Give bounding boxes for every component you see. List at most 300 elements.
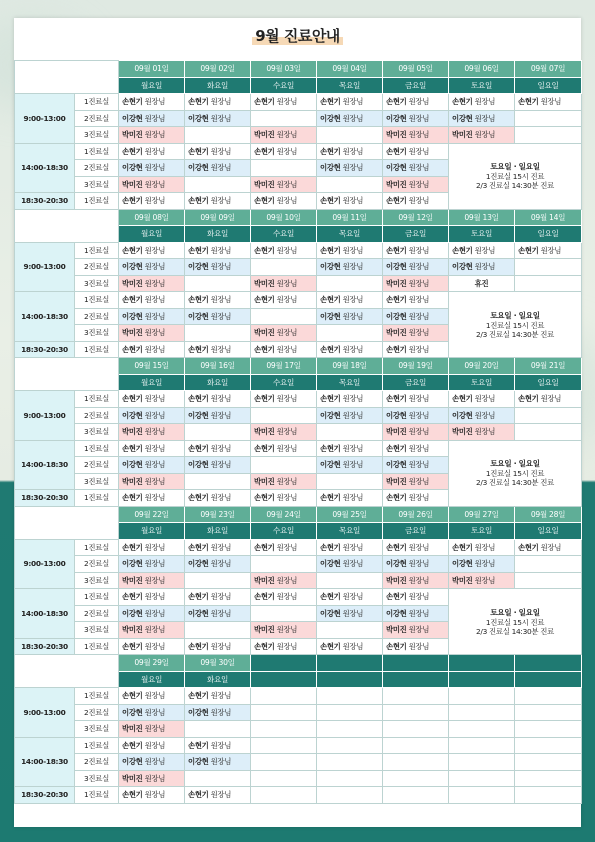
- doctor-cell: [317, 259, 383, 276]
- date-cell: 09월 02일: [185, 61, 251, 78]
- date-cell: 09월 08일: [119, 209, 185, 226]
- doctor-cell: [251, 308, 317, 325]
- doctor-cell: [383, 242, 449, 259]
- doctor-name: 손현기: [320, 542, 341, 552]
- doctor-cell: [251, 622, 317, 639]
- doctor-title: 원장님: [144, 262, 166, 272]
- room-label: [75, 127, 119, 144]
- doctor-cell: [251, 737, 317, 754]
- date-cell: 09월 16일: [185, 358, 251, 375]
- time-slot-afternoon: 14:00-18:30: [15, 589, 75, 639]
- doctor-cell: [251, 407, 317, 424]
- morning-row: [15, 127, 582, 144]
- doctor-name: 이강현: [188, 311, 209, 321]
- room-label: [75, 721, 119, 738]
- doctor-cell: [251, 787, 317, 804]
- weekday-cell: 화요일: [185, 226, 251, 243]
- doctor-title: 원장님: [210, 262, 232, 272]
- doctor-cell: [251, 539, 317, 556]
- room-text: 1진료실: [84, 394, 109, 404]
- doctor-cell: [515, 754, 582, 771]
- doctor-name: 손현기: [188, 691, 209, 701]
- doctor-title: 원장님: [210, 460, 232, 470]
- doctor-name: 박미진: [122, 476, 143, 486]
- weekend-note: [449, 143, 582, 209]
- doctor-cell: [317, 457, 383, 474]
- doctor-cell: [251, 490, 317, 507]
- weekend-note-title: 토요일 · 일요일: [490, 459, 540, 468]
- doctor-name: 손현기: [122, 196, 143, 206]
- weekday-cell: 토요일: [449, 226, 515, 243]
- doctor-name: 손현기: [188, 592, 209, 602]
- date-cell: 09월 18일: [317, 358, 383, 375]
- doctor-name: 손현기: [386, 592, 407, 602]
- doctor-cell: [251, 721, 317, 738]
- date-cell: 09월 04일: [317, 61, 383, 78]
- header-corner: [15, 655, 119, 688]
- doctor-cell: [119, 110, 185, 127]
- time-slot-evening: 18:30-20:30: [15, 638, 75, 655]
- weekday-cell: [317, 671, 383, 688]
- doctor-title: 원장님: [276, 146, 298, 156]
- doctor-cell: [515, 556, 582, 573]
- doctor-cell: [317, 110, 383, 127]
- doctor-cell: [251, 94, 317, 111]
- room-label: [75, 605, 119, 622]
- room-text: 1진료실: [84, 97, 109, 107]
- doctor-cell: [449, 572, 515, 589]
- room-text: 3진료실: [84, 625, 109, 635]
- doctor-cell: [251, 143, 317, 160]
- doctor-name: 손현기: [122, 592, 143, 602]
- room-text: 1진료실: [84, 344, 109, 354]
- doctor-cell: [383, 754, 449, 771]
- doctor-cell: [449, 787, 515, 804]
- doctor-name: 손현기: [386, 245, 407, 255]
- doctor-cell: [251, 176, 317, 193]
- weekend-note-line1: 1진료실 15시 진료: [485, 469, 545, 478]
- room-text: 3진료실: [84, 179, 109, 189]
- weekday-cell: 화요일: [185, 77, 251, 94]
- doctor-name: 박미진: [254, 427, 275, 437]
- doctor-cell: [251, 325, 317, 342]
- doctor-cell: [185, 737, 251, 754]
- room-label: [75, 143, 119, 160]
- doctor-title: 원장님: [474, 262, 496, 272]
- doctor-cell: [317, 638, 383, 655]
- time-slot-afternoon: 14:00-18:30: [15, 292, 75, 342]
- doctor-name: 이강현: [188, 262, 209, 272]
- doctor-title: 원장님: [276, 97, 298, 107]
- doctor-cell: [515, 770, 582, 787]
- doctor-name: 박미진: [386, 130, 407, 140]
- doctor-name: 손현기: [122, 245, 143, 255]
- doctor-title: 원장님: [144, 97, 166, 107]
- date-cell: 09월 01일: [119, 61, 185, 78]
- doctor-title: 원장님: [276, 575, 298, 585]
- doctor-cell: [119, 440, 185, 457]
- doctor-name: 손현기: [188, 394, 209, 404]
- weekend-note: [449, 440, 582, 506]
- doctor-title: 원장님: [144, 311, 166, 321]
- doctor-cell: [185, 94, 251, 111]
- doctor-cell: [251, 589, 317, 606]
- doctor-cell: [383, 176, 449, 193]
- doctor-title: 원장님: [144, 757, 166, 767]
- room-label: [75, 440, 119, 457]
- doctor-title: 원장님: [144, 608, 166, 618]
- weekday-cell: 수요일: [251, 523, 317, 540]
- doctor-title: 원장님: [342, 493, 364, 503]
- doctor-cell: [317, 605, 383, 622]
- weekend-note-line2: 2/3 진료실 14:30분 진료: [476, 181, 554, 190]
- doctor-name: 손현기: [122, 146, 143, 156]
- date-cell: 09월 20일: [449, 358, 515, 375]
- date-cell: 09월 23일: [185, 506, 251, 523]
- room-text: 2진료실: [84, 311, 109, 321]
- doctor-cell: [251, 110, 317, 127]
- doctor-cell: [185, 391, 251, 408]
- doctor-cell: [185, 407, 251, 424]
- date-cell: 09월 21일: [515, 358, 582, 375]
- doctor-title: 원장님: [342, 460, 364, 470]
- room-label: [75, 754, 119, 771]
- doctor-name: 이강현: [188, 707, 209, 717]
- weekday-cell: 목요일: [317, 77, 383, 94]
- doctor-cell: [251, 424, 317, 441]
- doctor-cell: [251, 259, 317, 276]
- room-text: 2진료실: [84, 757, 109, 767]
- weekday-cell: 월요일: [119, 523, 185, 540]
- weekday-cell: 목요일: [317, 374, 383, 391]
- doctor-name: 손현기: [254, 443, 275, 453]
- doctor-title: 원장님: [210, 163, 232, 173]
- doctor-name: 손현기: [122, 790, 143, 800]
- date-cell: [251, 655, 317, 672]
- weekday-cell: 화요일: [185, 523, 251, 540]
- doctor-cell: [185, 704, 251, 721]
- doctor-cell: [119, 292, 185, 309]
- morning-row: [15, 688, 582, 705]
- room-text: 3진료실: [84, 130, 109, 140]
- doctor-cell: [515, 259, 582, 276]
- doctor-cell: [383, 704, 449, 721]
- doctor-name: 손현기: [122, 295, 143, 305]
- doctor-cell: [317, 94, 383, 111]
- doctor-title: 원장님: [144, 146, 166, 156]
- room-label: [75, 259, 119, 276]
- doctor-name: 이강현: [386, 113, 407, 123]
- doctor-title: 원장님: [342, 245, 364, 255]
- time-slot-morning: 9:00-13:00: [15, 391, 75, 441]
- afternoon-row: [15, 754, 582, 771]
- doctor-title: 원장님: [144, 575, 166, 585]
- doctor-name: 손현기: [188, 97, 209, 107]
- doctor-name: 손현기: [254, 146, 275, 156]
- doctor-name: 손현기: [188, 245, 209, 255]
- time-slot-evening: 18:30-20:30: [15, 193, 75, 210]
- doctor-title: 원장님: [276, 278, 298, 288]
- doctor-name: 이강현: [188, 608, 209, 618]
- room-text: 3진료실: [84, 427, 109, 437]
- room-label: [75, 391, 119, 408]
- doctor-title: 원장님: [144, 113, 166, 123]
- date-cell: 09월 28일: [515, 506, 582, 523]
- doctor-cell: [383, 110, 449, 127]
- doctor-name: 박미진: [254, 575, 275, 585]
- header-corner: [15, 61, 119, 94]
- doctor-cell: [383, 127, 449, 144]
- doctor-title: 원장님: [144, 559, 166, 569]
- doctor-title: 원장님: [210, 559, 232, 569]
- doctor-cell: [185, 787, 251, 804]
- doctor-title: 원장님: [144, 691, 166, 701]
- doctor-title: 원장님: [210, 542, 232, 552]
- doctor-cell: [317, 704, 383, 721]
- doctor-cell: [251, 556, 317, 573]
- doctor-cell: [383, 341, 449, 358]
- doctor-title: 원장님: [342, 344, 364, 354]
- morning-row: [15, 704, 582, 721]
- room-label: [75, 737, 119, 754]
- doctor-name: 손현기: [188, 344, 209, 354]
- doctor-title: 원장님: [408, 245, 430, 255]
- doctor-cell: [251, 754, 317, 771]
- doctor-title: 원장님: [144, 443, 166, 453]
- doctor-title: 원장님: [144, 410, 166, 420]
- doctor-cell: [185, 308, 251, 325]
- afternoon-row: [15, 770, 582, 787]
- doctor-cell: [449, 770, 515, 787]
- doctor-name: 손현기: [518, 542, 539, 552]
- doctor-cell: [251, 275, 317, 292]
- doctor-name: 박미진: [122, 179, 143, 189]
- doctor-name: 손현기: [254, 592, 275, 602]
- room-text: 1진료실: [84, 592, 109, 602]
- doctor-cell: [515, 94, 582, 111]
- doctor-name: 박미진: [254, 278, 275, 288]
- doctor-cell: [119, 143, 185, 160]
- doctor-cell: [185, 143, 251, 160]
- room-label: [75, 473, 119, 490]
- room-label: [75, 160, 119, 177]
- doctor-name: 이강현: [320, 262, 341, 272]
- weekday-cell: 금요일: [383, 77, 449, 94]
- doctor-name: 손현기: [122, 641, 143, 651]
- doctor-title: 원장님: [276, 592, 298, 602]
- doctor-name: 이강현: [188, 410, 209, 420]
- time-slot-afternoon: 14:00-18:30: [15, 737, 75, 787]
- room-text: 3진료실: [84, 575, 109, 585]
- weekday-cell: [449, 671, 515, 688]
- doctor-title: 원장님: [210, 707, 232, 717]
- doctor-cell: [119, 259, 185, 276]
- weekend-note-line1: 1진료실 15시 진료: [485, 172, 545, 181]
- doctor-name: 손현기: [386, 97, 407, 107]
- doctor-title: 원장님: [210, 592, 232, 602]
- morning-row: [15, 110, 582, 127]
- doctor-cell: [383, 457, 449, 474]
- doctor-cell: [383, 424, 449, 441]
- weekday-cell: 일요일: [515, 226, 582, 243]
- doctor-title: 원장님: [342, 163, 364, 173]
- doctor-cell: [185, 473, 251, 490]
- doctor-cell: [383, 391, 449, 408]
- weekday-cell: 수요일: [251, 77, 317, 94]
- doctor-name: 손현기: [320, 592, 341, 602]
- header-corner: [15, 358, 119, 391]
- doctor-cell: [515, 688, 582, 705]
- doctor-cell: [119, 473, 185, 490]
- doctor-cell: [515, 424, 582, 441]
- weekend-note-line2: 2/3 진료실 14:30분 진료: [476, 626, 554, 636]
- doctor-cell: [317, 556, 383, 573]
- date-cell: 09월 14일: [515, 209, 582, 226]
- doctor-name: 손현기: [320, 245, 341, 255]
- doctor-name: 이강현: [122, 410, 143, 420]
- doctor-title: 원장님: [342, 559, 364, 569]
- weekend-note-line2: 2/3 진료실 14:30분 진료: [476, 478, 554, 487]
- doctor-name: 손현기: [122, 691, 143, 701]
- doctor-name: 박미진: [386, 179, 407, 189]
- doctor-name: 손현기: [386, 146, 407, 156]
- doctor-title: 원장님: [540, 97, 562, 107]
- doctor-cell: [317, 440, 383, 457]
- doctor-cell: [119, 341, 185, 358]
- room-label: [75, 193, 119, 210]
- doctor-title: 원장님: [408, 328, 430, 338]
- doctor-title: 원장님: [342, 295, 364, 305]
- doctor-title: 원장님: [144, 542, 166, 552]
- doctor-cell: [317, 589, 383, 606]
- doctor-name: 박미진: [122, 427, 143, 437]
- doctor-cell: [185, 770, 251, 787]
- doctor-name: 손현기: [518, 97, 539, 107]
- doctor-cell: [383, 407, 449, 424]
- doctor-cell: [383, 688, 449, 705]
- doctor-cell: [251, 605, 317, 622]
- doctor-title: 원장님: [210, 443, 232, 453]
- doctor-title: 원장님: [144, 707, 166, 717]
- doctor-cell: [185, 341, 251, 358]
- doctor-name: 이강현: [122, 757, 143, 767]
- doctor-name: 손현기: [386, 641, 407, 651]
- doctor-cell: [119, 754, 185, 771]
- date-row: [15, 209, 582, 226]
- doctor-title: 원장님: [276, 641, 298, 651]
- doctor-title: 원장님: [210, 97, 232, 107]
- doctor-name: 이강현: [386, 311, 407, 321]
- doctor-title: 원장님: [408, 394, 430, 404]
- doctor-cell: [317, 572, 383, 589]
- doctor-name: 박미진: [386, 476, 407, 486]
- room-label: [75, 490, 119, 507]
- doctor-title: 원장님: [342, 410, 364, 420]
- doctor-title: 원장님: [276, 328, 298, 338]
- doctor-cell: [317, 688, 383, 705]
- doctor-title: 원장님: [144, 163, 166, 173]
- room-text: 2진료실: [84, 460, 109, 470]
- doctor-title: 원장님: [144, 179, 166, 189]
- weekday-cell: 월요일: [119, 226, 185, 243]
- doctor-name: 박미진: [452, 575, 473, 585]
- doctor-name: 이강현: [452, 113, 473, 123]
- time-slot-morning: 9:00-13:00: [15, 539, 75, 589]
- doctor-name: 손현기: [386, 493, 407, 503]
- header-corner: [15, 506, 119, 539]
- doctor-cell: [449, 688, 515, 705]
- doctor-cell: [383, 721, 449, 738]
- doctor-title: 원장님: [408, 97, 430, 107]
- doctor-name: 손현기: [386, 344, 407, 354]
- doctor-title: 원장님: [210, 691, 232, 701]
- doctor-cell: [185, 556, 251, 573]
- doctor-title: 원장님: [144, 245, 166, 255]
- morning-row: [15, 407, 582, 424]
- doctor-cell: [449, 704, 515, 721]
- doctor-cell: [515, 539, 582, 556]
- doctor-cell: [185, 622, 251, 639]
- room-label: [75, 638, 119, 655]
- page-title: 9월 진료안내: [14, 25, 581, 46]
- doctor-name: 박미진: [386, 278, 407, 288]
- room-label: [75, 589, 119, 606]
- morning-row: [15, 259, 582, 276]
- doctor-title: 원장님: [276, 476, 298, 486]
- doctor-name: 손현기: [188, 740, 209, 750]
- doctor-cell: [383, 473, 449, 490]
- doctor-cell: [119, 721, 185, 738]
- doctor-cell: [449, 110, 515, 127]
- morning-row: [15, 721, 582, 738]
- doctor-cell: [119, 688, 185, 705]
- schedule-card: [14, 18, 581, 827]
- date-cell: 09월 06일: [449, 61, 515, 78]
- doctor-name: 이강현: [386, 163, 407, 173]
- doctor-name: 박미진: [254, 328, 275, 338]
- doctor-cell: [317, 242, 383, 259]
- weekday-cell: 토요일: [449, 523, 515, 540]
- doctor-name: 손현기: [122, 97, 143, 107]
- doctor-title: 원장님: [210, 196, 232, 206]
- doctor-cell: [119, 193, 185, 210]
- doctor-cell: [449, 754, 515, 771]
- room-label: [75, 622, 119, 639]
- doctor-title: 원장님: [540, 542, 562, 552]
- doctor-name: 손현기: [254, 641, 275, 651]
- doctor-cell: [317, 292, 383, 309]
- room-label: [75, 539, 119, 556]
- doctor-title: 원장님: [342, 443, 364, 453]
- doctor-name: 손현기: [188, 790, 209, 800]
- doctor-title: 원장님: [408, 443, 430, 453]
- doctor-title: 원장님: [342, 394, 364, 404]
- doctor-name: 이강현: [122, 262, 143, 272]
- room-label: [75, 556, 119, 573]
- date-cell: 09월 15일: [119, 358, 185, 375]
- room-label: [75, 424, 119, 441]
- header-corner: [15, 209, 119, 242]
- doctor-name: 이강현: [188, 113, 209, 123]
- doctor-title: 원장님: [144, 641, 166, 651]
- doctor-cell: [119, 94, 185, 111]
- doctor-title: 원장님: [408, 163, 430, 173]
- doctor-title: 원장님: [210, 410, 232, 420]
- doctor-name: 손현기: [386, 394, 407, 404]
- doctor-cell: [251, 292, 317, 309]
- doctor-name: 이강현: [386, 608, 407, 618]
- doctor-cell: [119, 160, 185, 177]
